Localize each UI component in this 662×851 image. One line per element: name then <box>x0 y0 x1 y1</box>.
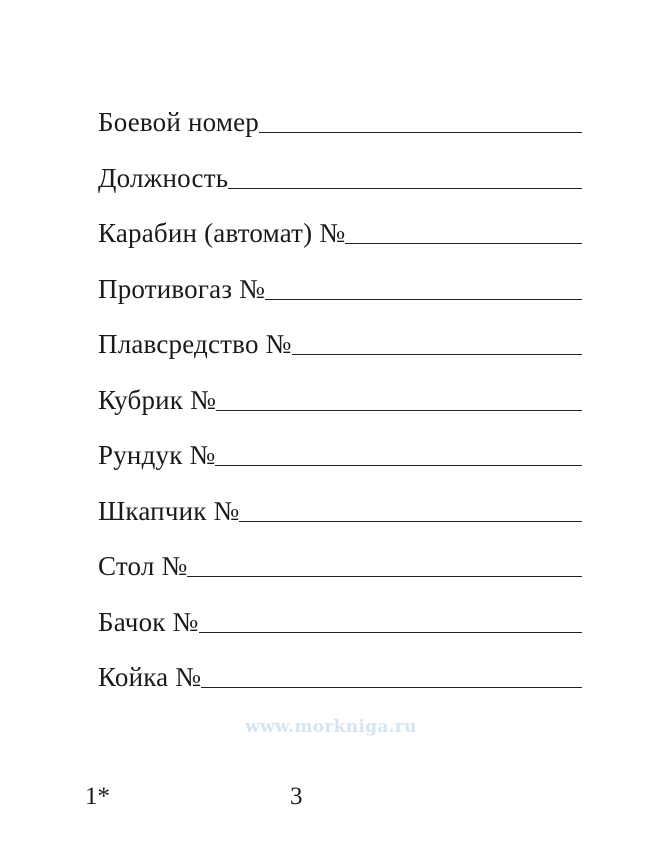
field-label: Должность <box>98 162 229 193</box>
signature-mark: 1* <box>85 783 110 810</box>
field-label: Кубрик № <box>98 384 217 415</box>
fill-in-line[interactable] <box>187 576 582 577</box>
fill-in-line[interactable] <box>265 299 582 300</box>
field-label: Противогаз № <box>98 273 266 304</box>
fill-in-line[interactable] <box>199 632 582 633</box>
page-number: 3 <box>290 783 303 810</box>
field-locker <box>98 441 582 469</box>
field-label: Койка № <box>98 662 202 692</box>
field-label: Плавсредство № <box>98 329 292 359</box>
field-label: Бачок № <box>98 606 199 637</box>
fill-in-line[interactable] <box>216 410 582 411</box>
fill-in-line[interactable] <box>228 188 582 189</box>
field-label: Боевой номер <box>98 107 259 137</box>
fill-in-line[interactable] <box>239 521 582 522</box>
field-mess-tank <box>98 608 582 636</box>
field-label: Стол № <box>98 551 188 581</box>
field-cabinet <box>98 497 582 525</box>
field-bunk <box>98 663 582 691</box>
fill-in-line[interactable] <box>345 243 582 244</box>
watermark: www.morkniga.ru <box>245 717 417 737</box>
field-label: Шкапчик № <box>98 495 240 526</box>
field-position <box>98 164 582 192</box>
crew-info-form <box>98 108 582 719</box>
field-gas-mask <box>98 275 582 303</box>
field-combat-number <box>98 108 582 136</box>
fill-in-line[interactable] <box>292 354 582 355</box>
field-table <box>98 552 582 580</box>
field-label: Рундук № <box>98 440 216 470</box>
fill-in-line[interactable] <box>215 465 582 466</box>
field-carbine <box>98 219 582 247</box>
fill-in-line[interactable] <box>201 687 582 688</box>
field-berth-deck <box>98 386 582 414</box>
fill-in-line[interactable] <box>259 132 582 133</box>
field-flotation-device <box>98 330 582 358</box>
field-label: Карабин (автомат) № <box>98 218 346 248</box>
